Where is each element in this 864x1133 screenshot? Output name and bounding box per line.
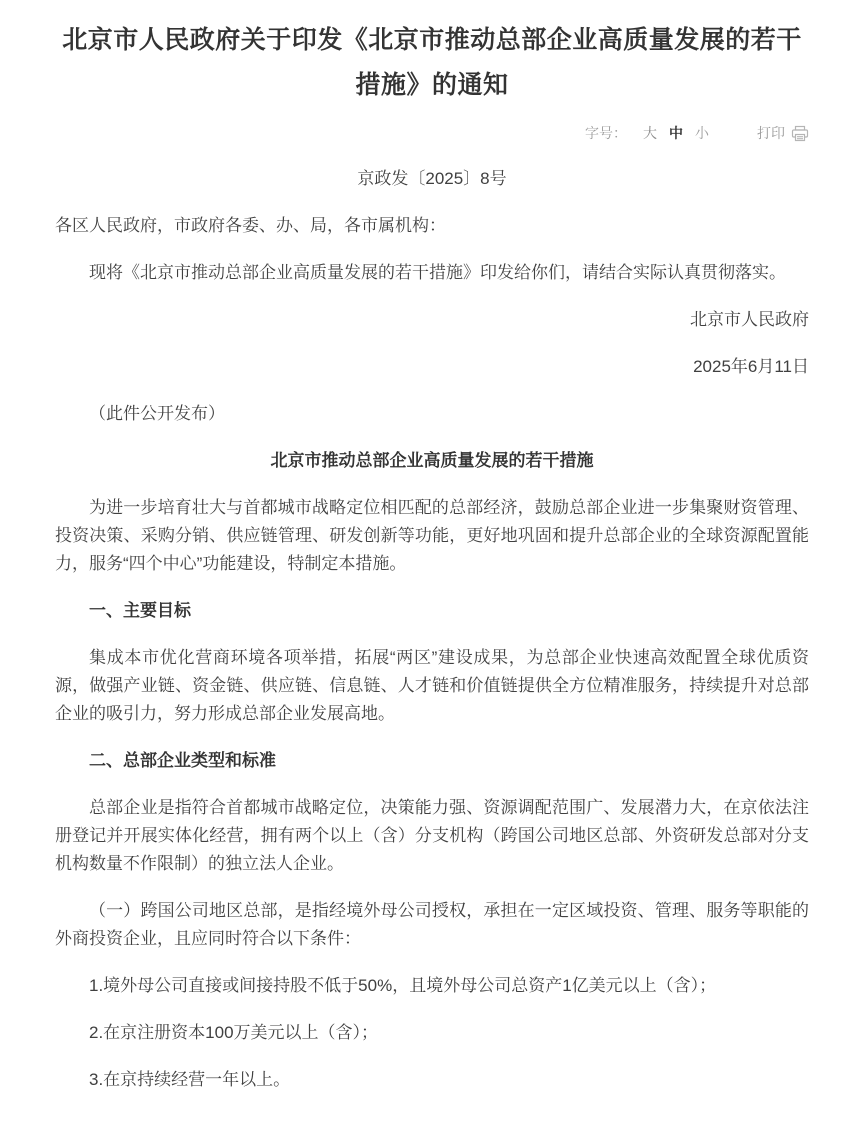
doc-paragraph: 集成本市优化营商环境各项举措，拓展“两区”建设成果，为总部企业快速高效配置全球优质资源，做强产业链、资金链、供应链、信息链、人才链和价值链提供全方位精准服务，持续提升对总部企业的吸引力，努力形成总部企业发展高地。 xyxy=(55,648,809,723)
toolbar xyxy=(55,120,809,146)
font-size-option-medium[interactable]: 中 xyxy=(669,125,683,141)
font-size-option-small[interactable]: 小 xyxy=(695,125,709,141)
document-subtitle: 北京市推动总部企业高质量发展的若干措施 xyxy=(270,451,594,470)
print-label: 打印 xyxy=(757,125,785,141)
intro-paragraph: 现将《北京市推动总部企业高质量发展的若干措施》印发给你们，请结合实际认真贯彻落实。 xyxy=(89,263,786,282)
printer-icon xyxy=(791,125,809,142)
issue-date: 2025年6月11日 xyxy=(693,357,809,376)
section-heading: 二、总部企业类型和标准 xyxy=(89,751,276,770)
doc-paragraph: 为进一步培育壮大与首都城市战略定位相匹配的总部经济，鼓励总部企业进一步集聚财资管理、投资决策、采购分销、供应链管理、研发创新等功能，更好地巩固和提升总部企业的全球资源配置能力，服务“四个中心”功能建设，特制定本措施。 xyxy=(55,498,809,573)
document-body xyxy=(55,494,809,1094)
doc-paragraph: 1.境外母公司直接或间接持股不低于50%，且境外母公司总资产1亿美元以上（含）； xyxy=(89,976,717,995)
doc-paragraph: 3.在京持续经营一年以上。 xyxy=(89,1070,291,1089)
doc-paragraph: （一）跨国公司地区总部，是指经境外母公司授权，承担在一定区域投资、管理、服务等职能的外商投资企业，且应同时符合以下条件： xyxy=(55,901,809,948)
section-heading: 一、主要目标 xyxy=(89,601,191,620)
print-button[interactable] xyxy=(757,123,809,143)
page-title: 北京市人民政府关于印发《北京市推动总部企业高质量发展的若干措施》的通知 xyxy=(62,26,802,99)
issuer-signature: 北京市人民政府 xyxy=(690,310,809,329)
doc-paragraph: 2.在京注册资本100万美元以上（含）； xyxy=(89,1023,379,1042)
font-size-option-large[interactable]: 大 xyxy=(643,125,657,141)
doc-paragraph: 总部企业是指符合首都城市战略定位，决策能力强、资源调配范围广、发展潜力大，在京依法注册登记并开展实体化经营，拥有两个以上（含）分支机构（跨国公司地区总部、外资研发总部对分支机构数量不作限制）的独立法人企业。 xyxy=(55,798,809,873)
doc-number: 京政发〔2025〕8号 xyxy=(357,169,507,188)
salutation: 各区人民政府，市政府各委、办、局，各市属机构： xyxy=(55,216,446,235)
public-release-note: （此件公开发布） xyxy=(89,404,225,423)
font-size-label: 字号： xyxy=(585,125,627,141)
